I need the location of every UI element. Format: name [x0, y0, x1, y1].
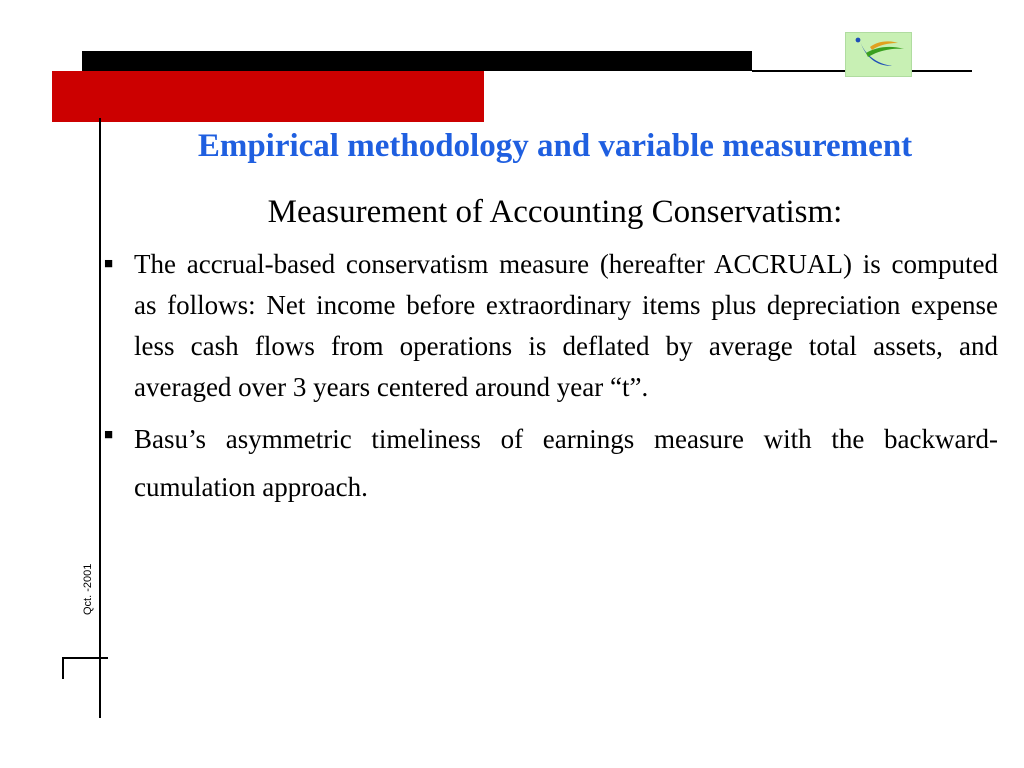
corner-bracket-vertical: [62, 657, 64, 679]
bullet-item: [104, 244, 998, 408]
bullet-text: The accrual-based conservatism measure (hereafter ACCRUAL) is computed as follows: Net income before extraordinary items plus depreciation expense less cash flows from operations is deflated by average total assets, and averaged over 3 years centered around year “t”.: [134, 249, 998, 402]
bullet-text: Basu’s asymmetric timeliness of earnings measure with the backward-cumulation approach.: [134, 424, 998, 502]
swoosh-logo-icon: [845, 32, 912, 77]
square-bullet-icon: ■: [104, 256, 114, 272]
left-vertical-rule: [99, 118, 101, 718]
square-bullet-icon: ■: [104, 427, 114, 443]
bullet-item: [104, 415, 998, 511]
side-date-label: Qct. -2001: [82, 563, 94, 615]
slide-title: Empirical methodology and variable measurement: [197, 128, 913, 164]
top-black-bar: [82, 51, 752, 71]
corner-bracket-horizontal: [62, 657, 108, 659]
slide-subtitle: Measurement of Accounting Conservatism:: [267, 194, 843, 230]
red-accent-bar: [52, 71, 484, 122]
bullet-list: [104, 244, 998, 511]
